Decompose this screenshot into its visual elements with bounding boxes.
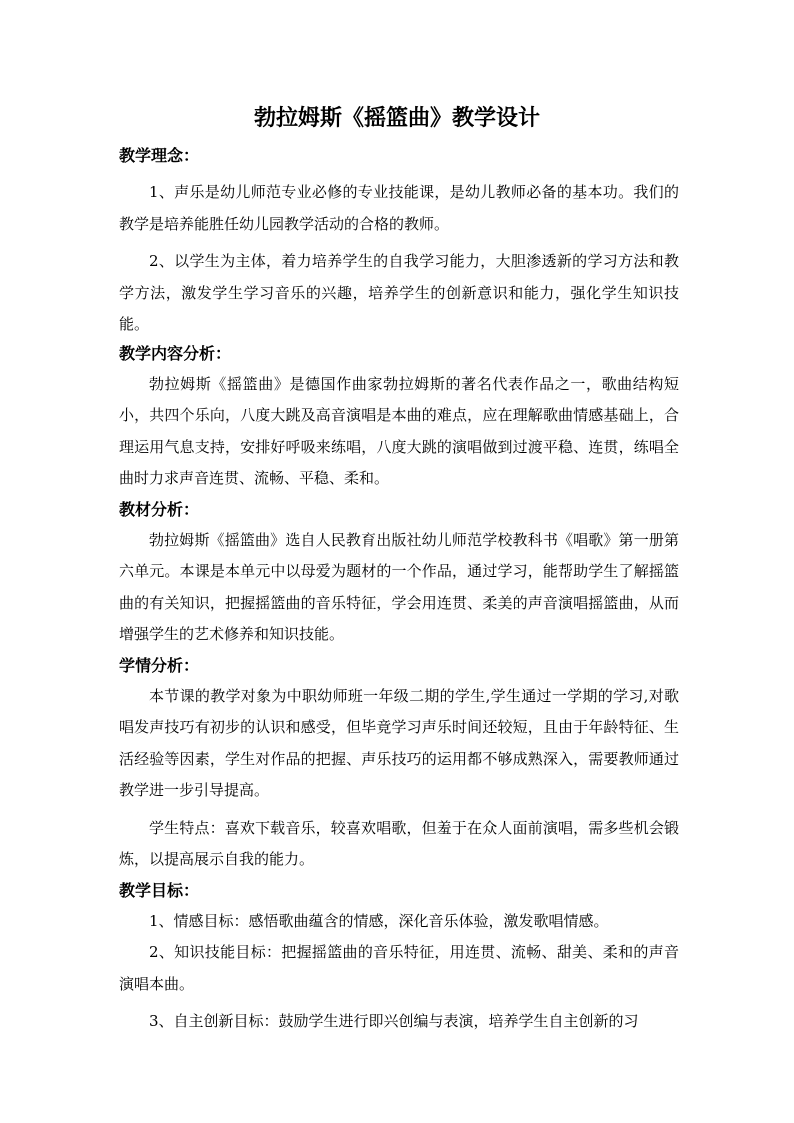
section-student-analysis bbox=[119, 655, 679, 876]
document-body bbox=[119, 145, 679, 1038]
paragraph: 2、以学生为主体，着力培养学生的自我学习能力，大胆渗透新的学习方法和教学方法，激发学生学习音乐的兴趣，培养学生的创新意识和能力，强化学生知识技能。 bbox=[119, 252, 679, 333]
paragraph: 3、自主创新目标：鼓励学生进行即兴创编与表演，培养学生自主创新的习 bbox=[149, 1012, 639, 1030]
section-teaching-objectives bbox=[119, 880, 679, 1038]
section-heading: 学情分析： bbox=[119, 655, 200, 675]
paragraph: 学生特点：喜欢下载音乐，较喜欢唱歌，但羞于在众人面前演唱，需多些机会锻炼，以提高展示自我的能力。 bbox=[119, 818, 679, 868]
section-heading: 教学内容分析： bbox=[119, 343, 232, 363]
paragraph: 1、情感目标：感悟歌曲蕴含的情感，深化音乐体验，激发歌唱情感。 bbox=[149, 911, 609, 930]
paragraph: 勃拉姆斯《摇篮曲》是德国作曲家勃拉姆斯的著名代表作品之一，歌曲结构短小，共四个乐向，八度大跳及高音演唱是本曲的难点，应在理解歌曲情感基础上，合理运用气息支持，安排好呼吸来练唱，八度大跳的演唱做到过渡平稳、连贯，练唱全曲时力求声音连贯、流畅、平稳、柔和。 bbox=[119, 374, 679, 487]
section-heading: 教材分析： bbox=[119, 499, 200, 519]
section-heading: 教学理念： bbox=[119, 146, 200, 165]
section-teaching-philosophy bbox=[119, 145, 679, 341]
paragraph: 本节课的教学对象为中职幼师班一年级二期的学生,学生通过一学期的学习,对歌唱发声技巧有初步的认识和感受，但毕竟学习声乐时间还较短，且由于年龄特征、生活经验等因素，学生对作品的把握、声乐技巧的运用都不够成熟深入，需要教师通过教学进一步引导提高。 bbox=[119, 686, 679, 799]
section-content-analysis bbox=[119, 343, 679, 495]
paragraph: 2、知识技能目标：把握摇篮曲的音乐特征，用连贯、流畅、甜美、柔和的声音演唱本曲。 bbox=[119, 943, 679, 993]
paragraph: 勃拉姆斯《摇篮曲》选自人民教育出版社幼儿师范学校教科书《唱歌》第一册第六单元。本课是本单元中以母爱为题材的一个作品，通过学习，能帮助学生了解摇篮曲的有关知识，把握摇篮曲的音乐特征，学会用连贯、柔美的声音演唱摇篮曲，从而增强学生的艺术修养和知识技能。 bbox=[119, 530, 679, 643]
section-heading: 教学目标： bbox=[119, 880, 200, 900]
document-title: 勃拉姆斯《摇篮曲》教学设计 bbox=[253, 105, 540, 131]
section-material-analysis bbox=[119, 499, 679, 651]
paragraph: 1、声乐是幼儿师范专业必修的专业技能课，是幼儿教师必备的基本功。我们的教学是培养能胜任幼儿园教学活动的合格的教师。 bbox=[119, 183, 679, 233]
